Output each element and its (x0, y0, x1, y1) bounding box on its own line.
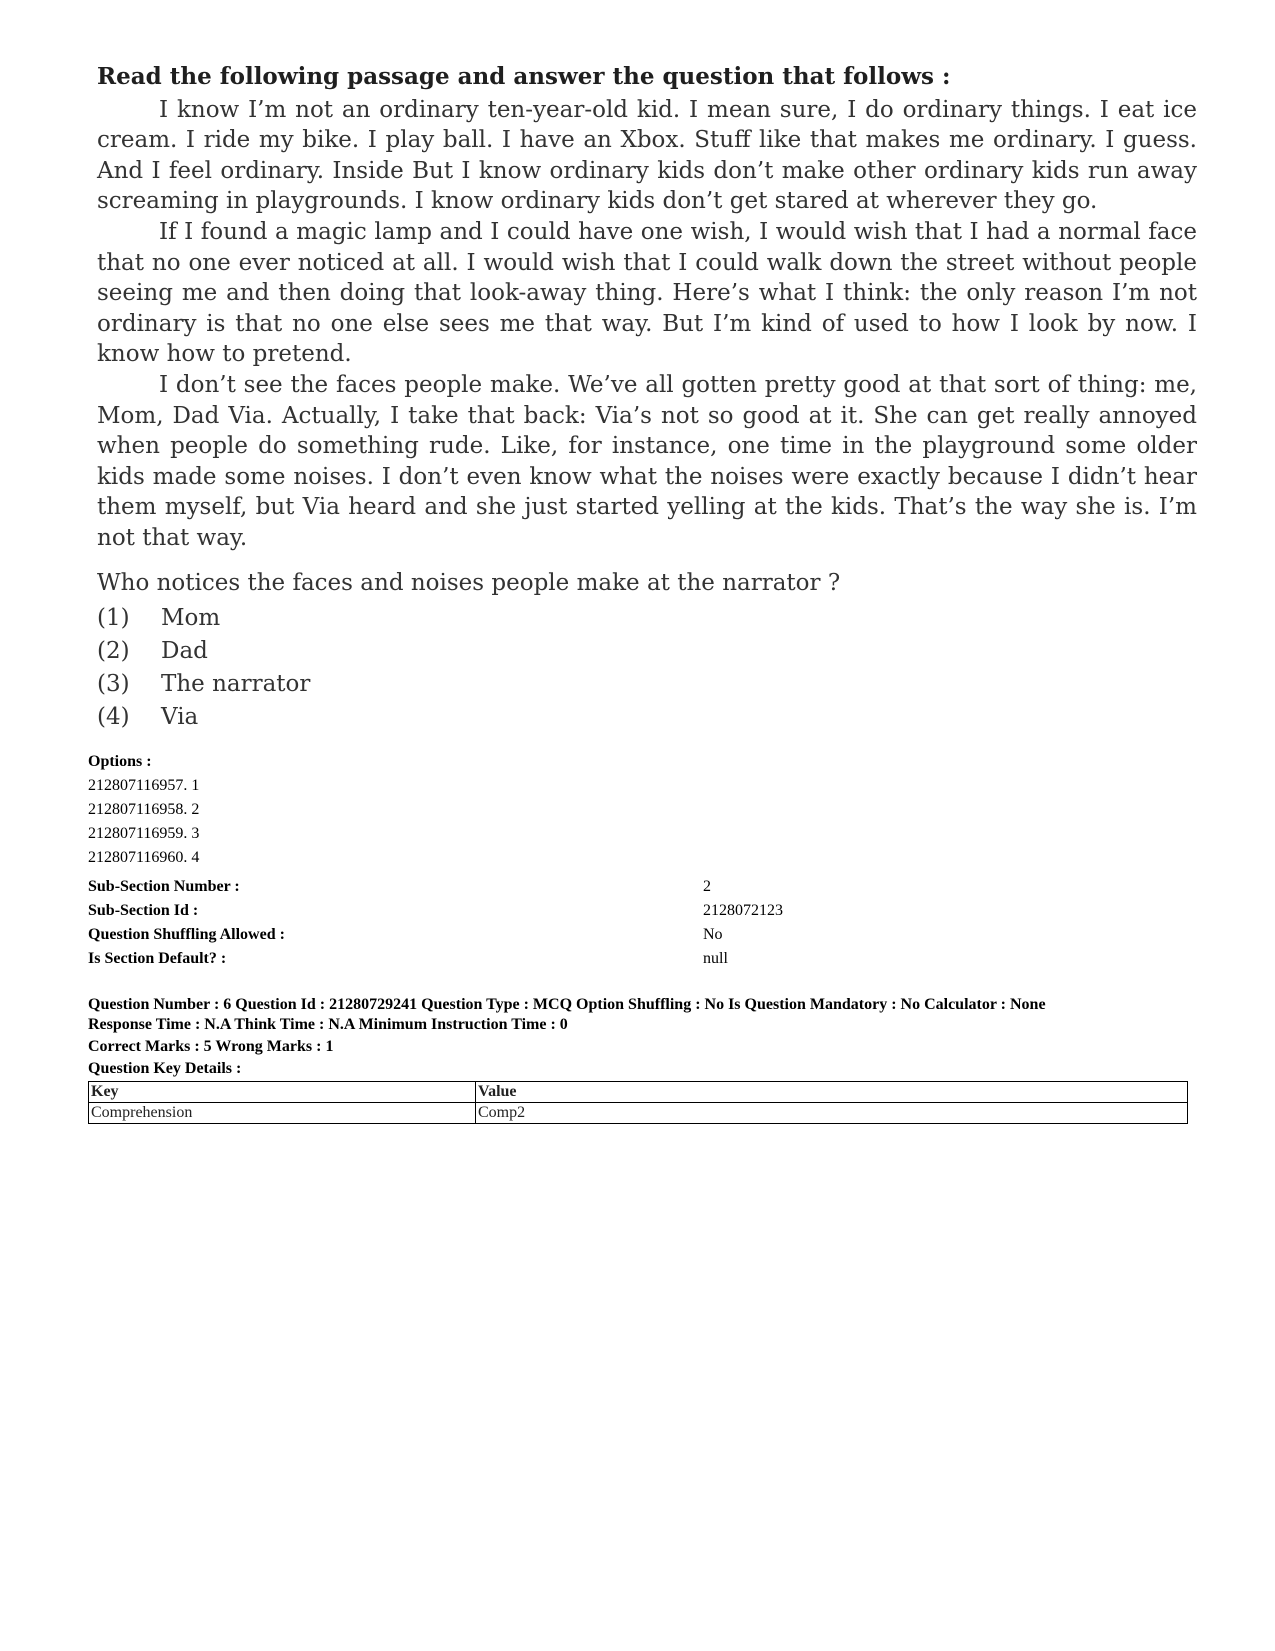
choice-text: Mom (161, 605, 221, 632)
subsection-key: Question Shuffling Allowed : (88, 926, 285, 943)
answer-choice (97, 602, 1197, 635)
subsection-value: No (703, 926, 723, 943)
question-info (88, 995, 1208, 1079)
question-timing-line: Response Time : N.A Think Time : N.A Minimum Instruction Time : 0 (88, 1016, 568, 1033)
table-header-key: Key (89, 1082, 476, 1103)
table-cell-value: Comp2 (476, 1103, 1188, 1124)
subsection-row (88, 923, 1208, 947)
answer-choice (97, 668, 1197, 701)
answer-choice (97, 701, 1197, 734)
subsection-row (88, 947, 1208, 971)
passage-paragraph: I don’t see the faces people make. We’ve all gotten pretty good at that sort of thing: me, Mom, Dad Via. Actually, I take that back: Via’s not so good at it. She can get really annoyed when people do something rude. Like, for instance, one time in the playground some older kids made some noises. I don’t even know what the noises were exactly because I didn’t hear them myself, but Via heard and she just started yelling at the kids. That’s the way she is. I’m not that way. (97, 371, 1197, 551)
choice-number: (3) (97, 671, 130, 698)
passage-paragraph: If I found a magic lamp and I could have one wish, I would wish that I had a normal face that no one ever noticed at all. I would wish that I could walk down the street without people seeing me and then doing that look-away thing. Here’s what I think: the only reason I’m not ordinary is that no one else sees me that way. But I’m kind of used to how I look by now. I know how to pretend. (97, 218, 1197, 368)
subsection-row (88, 899, 1208, 923)
choice-number: (2) (97, 638, 130, 665)
table-cell-key: Comprehension (89, 1103, 476, 1124)
passage-block (97, 62, 1197, 734)
choice-text: Via (161, 704, 199, 731)
choice-number: (1) (97, 605, 130, 632)
option-id-item: 212807116959. 3 (88, 825, 200, 842)
option-id-item: 212807116957. 1 (88, 777, 200, 794)
table-header-row (89, 1082, 1188, 1103)
subsection-key: Sub-Section Id : (88, 902, 199, 919)
table-header-value: Value (476, 1082, 1188, 1103)
subsection-value: null (703, 950, 728, 967)
passage-paragraph: I know I’m not an ordinary ten-year-old kid. I mean sure, I do ordinary things. I eat ice cream. I ride my bike. I play ball. I have an Xbox. Stuff like that makes me ordinary. I guess. And I feel ordinary. Inside But I know ordinary kids don’t make other ordinary kids run away screaming in playgrounds. I know ordinary kids don’t get stared at wherever they go. (97, 96, 1197, 215)
subsection-key: Sub-Section Number : (88, 878, 240, 895)
answer-choices (97, 602, 1197, 734)
subsection-info (88, 875, 1208, 971)
options-label: Options : (88, 753, 152, 770)
marks-line: Correct Marks : 5 Wrong Marks : 1 (88, 1038, 334, 1055)
subsection-row (88, 875, 1208, 899)
options-block (88, 750, 1208, 870)
subsection-key: Is Section Default? : (88, 950, 227, 967)
key-details-table (88, 1081, 1188, 1124)
subsection-value: 2128072123 (703, 902, 783, 919)
question-info-line: Question Number : 6 Question Id : 21280729241 Question Type : MCQ Option Shuffling : No Is Question Mandatory : No Calculator : None (88, 996, 1046, 1013)
subsection-value: 2 (703, 878, 711, 895)
key-details-label: Question Key Details : (88, 1060, 242, 1077)
question-text: Who notices the faces and noises people make at the narrator ? (97, 569, 841, 596)
option-id-item: 212807116958. 2 (88, 801, 200, 818)
choice-number: (4) (97, 704, 130, 731)
table-row (89, 1103, 1188, 1124)
option-id-item: 212807116960. 4 (88, 849, 200, 866)
choice-text: The narrator (161, 671, 311, 698)
answer-choice (97, 635, 1197, 668)
passage-title: Read the following passage and answer the question that follows : (97, 63, 951, 90)
choice-text: Dad (161, 638, 208, 665)
